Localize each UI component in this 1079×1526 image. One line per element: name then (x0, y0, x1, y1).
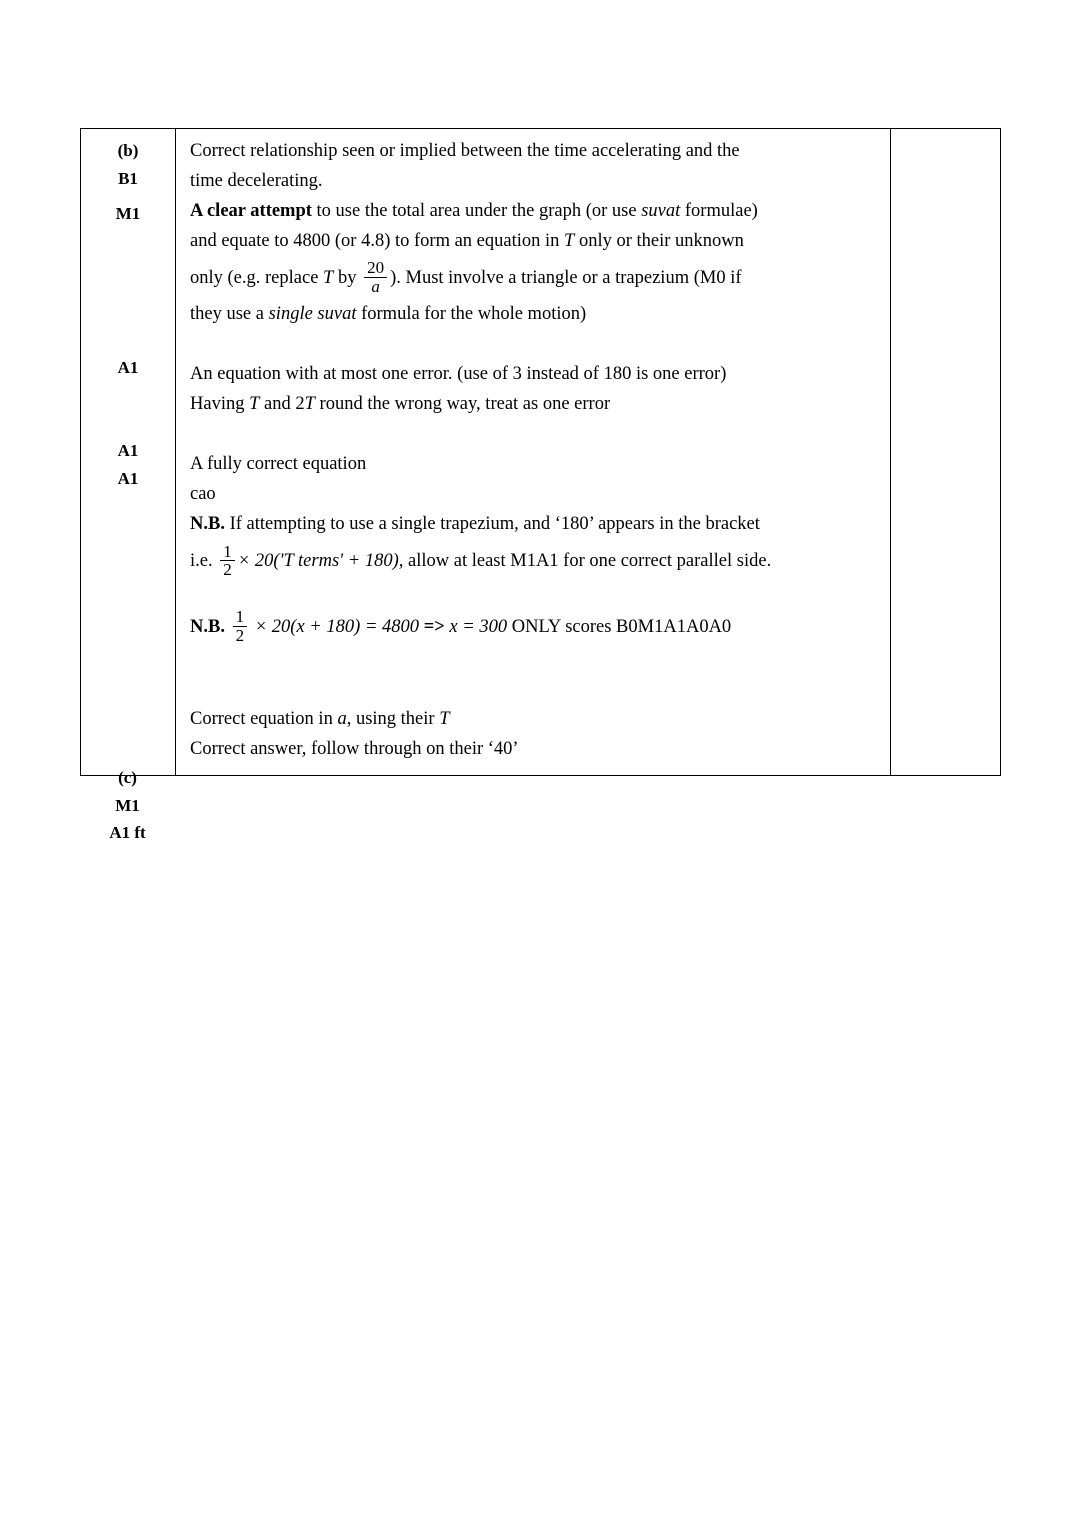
fraction-numerator: 1 (223, 541, 232, 561)
nb1-text: If attempting to use a single trapezium, and ‘180’ appears in the bracket (224, 514, 760, 535)
a1-first-line-1: An equation with at most one error. (use of 3 instead of 180 is one error) (190, 364, 727, 385)
nb2-result: x = 300 (449, 616, 508, 637)
m1-line2-T: T (564, 230, 575, 251)
c-a1ft-line: Correct answer, follow through on their ‘40’ (190, 739, 519, 760)
c-m1-b: , using their (346, 709, 440, 730)
a1-first-guidance (190, 360, 876, 420)
spacer (87, 381, 169, 437)
fraction-one-half-b (233, 608, 248, 645)
mark-m1: M1 (115, 204, 141, 224)
total-column (891, 129, 1001, 776)
m1-line-1 (190, 197, 876, 227)
a1-second-guidance (190, 450, 876, 510)
spacer (87, 298, 169, 354)
c-m1-T: T (439, 709, 450, 730)
marks-column-b (81, 129, 176, 776)
m1-line3-c: ). Must involve a triangle or a trapezium (M0 if (390, 267, 742, 288)
a1-first-2c: round the wrong way, treat as one error (314, 394, 611, 415)
c-m1-a-italic: a (337, 709, 347, 730)
c-m1-a: Correct equation in (190, 709, 338, 730)
m1-line3-b: by (333, 267, 362, 288)
m1-line4-b: formula for the whole motion) (356, 304, 587, 325)
b1-line-2: time decelerating. (190, 170, 323, 191)
spacer (87, 228, 169, 298)
m1-line2-b: only or their unknown (574, 230, 744, 251)
mark-c-a1ft: A1 ft (109, 823, 146, 843)
fraction-numerator: 20 (367, 258, 385, 278)
fraction-denominator: 2 (233, 626, 248, 645)
mark-c-m1: M1 (115, 795, 140, 815)
nb1-tail: , allow at least M1A1 for one correct parallel side. (398, 551, 772, 572)
mark-b1: B1 (118, 168, 138, 188)
fraction-one-half-a (220, 543, 235, 580)
mark-a1-second: A1 (117, 441, 139, 461)
part-label-c: (c) (118, 768, 137, 787)
nb1-line-2 (190, 540, 876, 583)
nb-1 (190, 510, 876, 583)
b1-guidance (190, 137, 876, 197)
nb2-bold: N.B. (190, 616, 225, 637)
nb1-expression: × 20('T terms' + 180) (237, 551, 399, 572)
m1-line3-T: T (323, 267, 334, 288)
m1-guidance (190, 197, 876, 330)
marks-stack-c (80, 764, 175, 847)
m1-suvat-italic: suvat (641, 200, 681, 221)
nb-2 (190, 606, 876, 649)
a1-first-2a: Having (190, 394, 250, 415)
m1-line2-a: and equate to 4800 (or 4.8) to form an equation in (190, 230, 565, 251)
a1-first-2b: and 2 (259, 394, 305, 415)
m1-line-4 (190, 300, 876, 330)
total-cell (891, 129, 1000, 175)
m1-line-3 (190, 257, 876, 300)
nb1-lead: i.e. (190, 551, 218, 572)
m1-text-1: to use the total area under the graph (or use (311, 200, 642, 221)
a1-first-2T: T (249, 394, 260, 415)
fraction-denominator: 2 (220, 560, 235, 579)
fraction-numerator: 1 (235, 607, 245, 627)
a1-first-2T2: T (304, 394, 315, 415)
guidance-column-b (176, 129, 891, 776)
c-m1-line (190, 705, 876, 735)
m1-line4-italic: single suvat (268, 304, 357, 325)
m1-line3-a: only (e.g. replace (190, 267, 324, 288)
mark-a1-third: A1 (117, 468, 139, 488)
nb2-expression: × 20(x + 180) = 4800 (254, 616, 420, 637)
table-row-part-b (81, 129, 1001, 776)
a1-second-text: A fully correct equation (190, 454, 367, 475)
m1-line4-a: they use a (190, 304, 269, 325)
spacer (190, 649, 876, 705)
spacer (87, 192, 169, 200)
a1-first-line-2 (190, 390, 876, 420)
a1-third-text: cao (190, 484, 216, 505)
m1-bold-lead: A clear attempt (190, 200, 312, 221)
c-m1-guidance (190, 705, 876, 765)
guidance-body-b (176, 129, 890, 775)
mark-scheme-table (80, 128, 1001, 776)
marks-stack-b (81, 129, 175, 502)
m1-line-2 (190, 227, 876, 257)
mark-a1-first: A1 (117, 357, 139, 377)
nb1-bold: N.B. (190, 514, 225, 535)
b1-line-1: Correct relationship seen or implied between the time accelerating and the (190, 141, 740, 161)
m1-text-2: formulae) (680, 200, 758, 221)
fraction-denominator: a (364, 277, 387, 296)
fraction-20-over-a (364, 259, 387, 296)
nb2-tail: ONLY scores B0M1A1A0A0 (507, 616, 732, 637)
part-label-b: (b) (117, 141, 139, 160)
nb2-arrow: => (423, 616, 445, 637)
nb1-line-1 (190, 510, 876, 540)
